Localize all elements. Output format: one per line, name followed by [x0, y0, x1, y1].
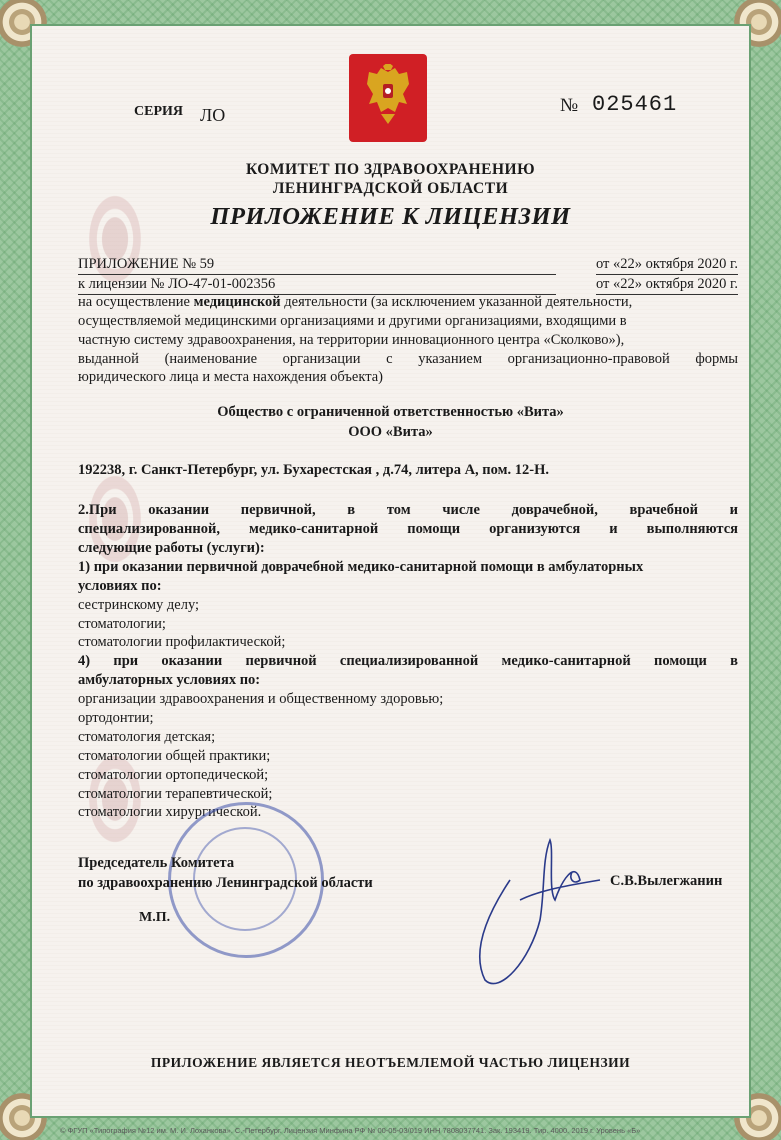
footer-note: ПРИЛОЖЕНИЕ ЯВЛЯЕТСЯ НЕОТЪЕМЛЕМОЙ ЧАСТЬЮ ЛИЦЕНЗИИ [150, 1055, 631, 1070]
committee-name-line2: ЛЕНИНГРАДСКОЙ ОБЛАСТИ [272, 180, 509, 197]
seal-place-label: М.П. [139, 910, 171, 925]
section1-heading: 1) при оказании первичной доврачебной медико-санитарной помощи в амбулаторных [78, 559, 644, 575]
list-item: стоматологии ортопедической; [78, 767, 269, 783]
print-info: © ФГУП «Типография №12 им. М. И. Лоханкова». С.-Петербург. Лицензия Минфина РФ № 00-05-03/019 ИНН 7808037741. Зак. 193419. Тир. 4000. 2019 г. Уровень «Б» [60, 1126, 641, 1135]
license-number: к лицензии № ЛО-47-01-002356 [78, 274, 556, 295]
list-item: организации здравоохранения и общественному здоровью; [78, 691, 444, 707]
appendix-number: ПРИЛОЖЕНИЕ № 59 [78, 254, 556, 275]
organization-address: 192238, г. Санкт-Петербург, ул. Бухарестская , д.74, литера А, пом. 12-Н. [78, 462, 549, 478]
list-item: стоматологии хирургической. [78, 804, 262, 820]
organization-short-name: ООО «Вита» [348, 424, 433, 440]
series-value: ЛО [200, 105, 226, 125]
section1-heading-cont: условиях по: [78, 578, 162, 594]
activity-type: медицинской [193, 294, 281, 310]
blank-number: 025461 [592, 92, 678, 117]
section4-heading-cont: амбулаторных условиях по: [78, 672, 261, 688]
page-title: ПРИЛОЖЕНИЕ К ЛИЦЕНЗИИ [210, 203, 571, 230]
activity-text: на осуществление [78, 294, 194, 310]
signatory-name: С.В.Вылегжанин [610, 873, 723, 889]
appendix-date: от «22» октября 2020 г. [596, 254, 738, 275]
license-date: от «22» октября 2020 г. [596, 274, 738, 295]
activity-line5: юридического лица и места нахождения объекта) [78, 369, 383, 385]
number-sign: № [560, 95, 579, 116]
activity-line3: частную систему здравоохранения, на территории инновационного центра «Сколково»), [78, 332, 625, 348]
list-item: стоматология детская; [78, 729, 216, 745]
organization-full-name: Общество с ограниченной ответственностью «Вита» [217, 404, 564, 420]
section4-heading: 4) при оказании первичной специализированной медико-санитарной помощи в [78, 653, 738, 669]
signature-icon [450, 820, 620, 1000]
activity-text: деятельности (за исключением указанной деятельности, [280, 294, 633, 310]
services-intro-line3: следующие работы (услуги): [78, 540, 265, 556]
list-item: стоматологии; [78, 616, 166, 632]
list-item: стоматологии профилактической; [78, 634, 286, 650]
signatory-position-line1: Председатель Комитета [78, 855, 235, 871]
series-label: СЕРИЯ [134, 104, 183, 119]
appendix-ref-row [78, 254, 738, 275]
committee-name-line1: КОМИТЕТ ПО ЗДРАВООХРАНЕНИЮ [245, 161, 536, 178]
list-item: сестринскому делу; [78, 597, 200, 613]
activity-line4: выданной (наименование организации с указанием организационно-правовой формы [78, 351, 738, 367]
services-intro-line2: специализированной, медико-санитарной помощи организуются и выполняются [78, 521, 738, 537]
activity-line2: осуществляемой медицинскими организациями и другими организациями, входящими в [78, 313, 627, 329]
list-item: стоматологии общей практики; [78, 748, 271, 764]
signatory-position-line2: по здравоохранению Ленинградской области [78, 875, 373, 891]
list-item: стоматологии терапевтической; [78, 786, 273, 802]
activity-line1 [78, 292, 738, 312]
coat-of-arms-icon [349, 54, 427, 142]
services-intro-line1: 2.При оказании первичной, в том числе доврачебной, врачебной и [78, 502, 738, 518]
list-item: ортодонтии; [78, 710, 154, 726]
